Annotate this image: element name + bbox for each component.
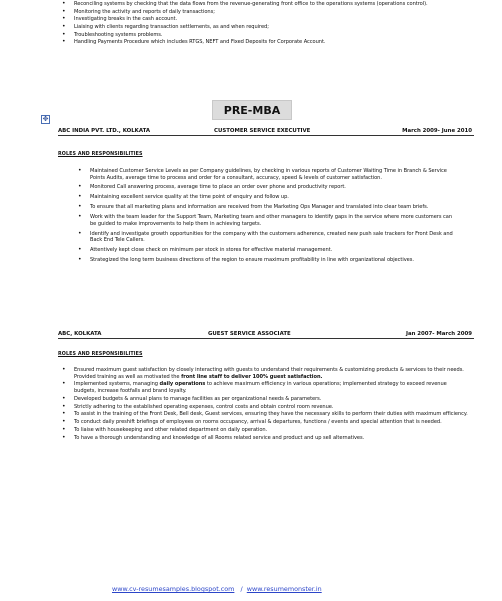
- job-title: CUSTOMER SERVICE EXECUTIVE: [214, 128, 311, 134]
- list-item: • Attentively kept close check on minimum per stock in stores for effective material management.: [78, 247, 456, 254]
- list-item: • Identify and investigate growth opportunities for the company with the customers adherence, created new push sale trackers for Front Desk and Back End Tele Callers.: [78, 231, 456, 244]
- move-handle-icon[interactable]: ✥: [42, 115, 49, 123]
- company-name: ABC INDIA PVT. LTD., KOLKATA: [58, 128, 151, 134]
- list-item: • Strictly adhering to the established operating expenses, control costs and obtain control room revenue.: [62, 404, 468, 411]
- list-item: • Troubleshooting systems problems.: [62, 32, 472, 39]
- list-item: • Maintained Customer Service Levels as per Company guidelines, by checking in various reports of Customer Waiting Time in Branch & Service Points Audits, average time to process and order for a consultant, accuracy, speed & levels of customer satisfaction.: [78, 168, 456, 181]
- footer-separator: /: [240, 585, 243, 593]
- job-dates: Jan 2007- March 2009: [405, 331, 472, 337]
- list-item: • To ensure that all marketing plans and information are received from the Marketing Ops Manager and translated into clear team briefs.: [78, 204, 456, 211]
- list-item: • Handling Payments Procedure which includes RTGS, NEFT and Fixed Deposits for Corporate Account.: [62, 39, 472, 46]
- section-banner: PRE-MBA: [212, 100, 292, 120]
- roles-heading: ROLES AND RESPONSIBILITIES: [58, 152, 143, 157]
- footer-links: [112, 585, 322, 593]
- list-item: • To assist in the training of the Front Desk, Bell desk, Guest services, ensuring they have the necessary skills to perform their duties with maximum efficiency.: [62, 411, 468, 418]
- list-item: • Monitored Call answering process, average time to place an order over phone and productivity report.: [78, 184, 456, 191]
- divider: [58, 135, 474, 136]
- operations-bullet-list: [62, 1, 472, 47]
- job-header-row: [58, 127, 474, 135]
- list-item: • Strategized the long term business directions of the region to ensure maximum profitability in line with organizational objectives.: [78, 257, 456, 264]
- list-item: • To conduct daily preshift briefings of employees on rooms occupancy, arrival & departures, functions / events and special attention that is needed.: [62, 419, 468, 426]
- list-item: • Implemented systems, managing daily operations to achieve maximum efficiency in various operations; implemented strategy to exceed revenue budgets, increase footfalls and brand loyalty.: [62, 381, 468, 394]
- list-item: • To have a thorough understanding and knowledge of all Rooms related service and product and up sell alternatives.: [62, 435, 468, 442]
- responsibilities-list: [62, 367, 468, 442]
- list-item: • Liaising with clients regarding transaction settlements, as and when required;: [62, 24, 472, 31]
- list-item: • Monitoring the activity and reports of daily transactions;: [62, 9, 472, 16]
- list-item: • Reconciling systems by checking that the data flows from the revenue-generating front office to the operations systems (operations control).: [62, 1, 472, 8]
- list-item: • Work with the team leader for the Support Team, Marketing team and other managers to identify gaps in the service where more customers can be guided to make improvements to help them in achieving targets.: [78, 214, 456, 227]
- list-item: • Ensured maximum guest satisfaction by closely interacting with guests to understand their requirements & customizing products & services to their needs. Provided training as well as motivated the front line staff to deliver 100% guest satisfaction.: [62, 367, 468, 380]
- job-title: GUEST SERVICE ASSOCIATE: [208, 331, 291, 337]
- divider: [58, 338, 474, 339]
- responsibilities-list: [78, 168, 456, 267]
- job-header-row: [58, 330, 474, 338]
- company-name: ABC, KOLKATA: [58, 331, 102, 337]
- footer-link-blog[interactable]: www.cv-resumesamples.blogspot.com: [112, 585, 235, 593]
- roles-heading: ROLES AND RESPONSIBILITIES: [58, 352, 143, 357]
- footer-link-site[interactable]: www.resumemonster.in: [246, 585, 322, 593]
- list-item: • Investigating breaks in the cash account.: [62, 16, 472, 23]
- list-item: • Maintaining excellent service quality at the time point of enquiry and follow up.: [78, 194, 456, 201]
- job-dates: March 2009- June 2010: [402, 128, 472, 134]
- list-item: • Developed budgets & annual plans to manage facilities as per organizational needs & parameters.: [62, 396, 468, 403]
- list-item: • To liaise with housekeeping and other related department on daily operation.: [62, 427, 468, 434]
